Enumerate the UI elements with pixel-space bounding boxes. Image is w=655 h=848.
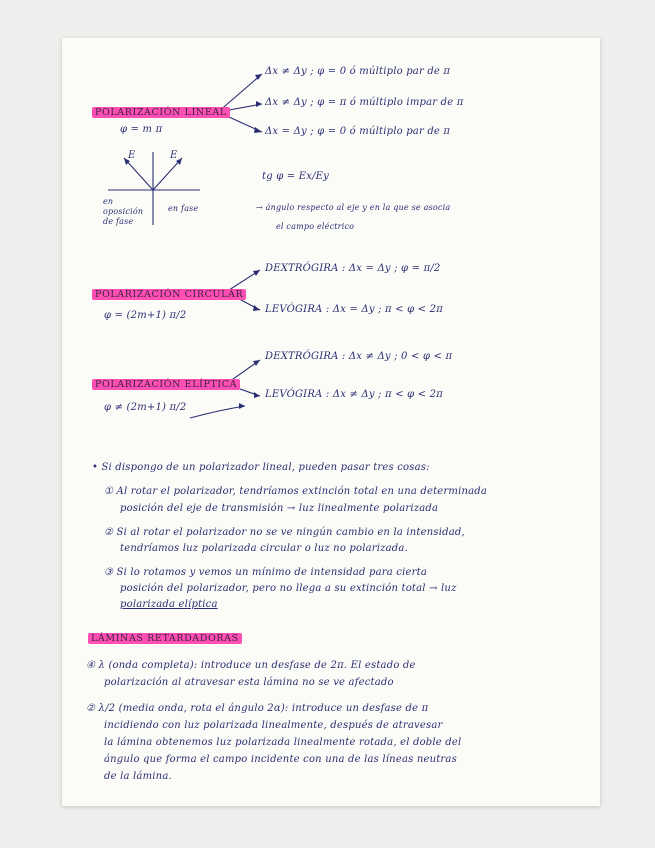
polarizer-intro: • Si dispongo de un polarizador lineal, pueden pasar tres cosas: (92, 462, 430, 473)
case-1-line-2: posición del eje de transmisión → luz linealmente polarizada (120, 503, 439, 514)
lineal-heading: POLARIZACIÓN LINEAL (92, 107, 230, 118)
lineal-phase: φ = m π (120, 124, 163, 135)
lamina-2-line-3: la lámina obtenemos luz polarizada linealmente rotada, el doble del (104, 737, 462, 748)
eliptica-heading: POLARIZACIÓN ELÍPTICA (92, 379, 240, 390)
lineal-case-2: Δx ≠ Δy ; φ = π ó múltiplo impar de π (265, 97, 464, 108)
lamina-1-line-1: ④ λ (onda completa): introduce un desfase de 2π. El estado de (86, 660, 416, 671)
vector-e-left (124, 158, 153, 190)
lamina-1-line-2: polarización al atravesar esta lámina no se ve afectado (104, 677, 394, 688)
circular-levo: LEVÓGIRA : Δx = Δy ; π < φ < 2π (265, 304, 443, 315)
wavy-arrow (190, 406, 245, 418)
case-3-line-1: ③ Si lo rotamos y vemos un mínimo de intensidad para cierta (104, 567, 427, 578)
label-in-phase: en fase (168, 204, 199, 213)
tan-formula: tg φ = Ex/Ey (262, 171, 329, 182)
case-1-line-1: ① Al rotar el polarizador, tendríamos extinción total en una determinada (104, 486, 488, 497)
vector-e-right (153, 158, 182, 190)
e-vector-label: E (128, 150, 136, 161)
circular-heading: POLARIZACIÓN CIRCULAR (92, 289, 246, 300)
case-2-line-2: tendríamos luz polarizada circular o luz no polarizada. (120, 543, 408, 554)
angle-note-2: el campo eléctrico (276, 222, 355, 231)
case-3-line-3: polarizada elíptica (120, 599, 218, 610)
lamina-2-line-4: ángulo que forma el campo incidente con una de las líneas neutras (104, 754, 457, 765)
eliptica-phase: φ ≠ (2m+1) π/2 (104, 402, 187, 413)
case-3-line-2: posición del polarizador, pero no llega a su extinción total → luz (120, 583, 457, 594)
eliptica-dextro: DEXTRÓGIRA : Δx ≠ Δy ; 0 < φ < π (265, 351, 453, 362)
circular-dextro: DEXTRÓGIRA : Δx = Δy ; φ = π/2 (265, 263, 441, 274)
lamina-2-line-5: de la lámina. (104, 771, 172, 782)
circular-phase: φ = (2m+1) π/2 (104, 310, 187, 321)
lamina-2-line-1: ② λ/2 (media onda, rota el ángulo 2α): introduce un desfase de π (86, 703, 429, 714)
lamina-2-line-2: incidiendo con luz polarizada linealmente, después de atravesar (104, 720, 443, 731)
laminas-heading: LÁMINAS RETARDADORAS (88, 633, 242, 644)
angle-note-1: → ángulo respecto al eje y en la que se asocia (256, 203, 451, 212)
case-2-line-1: ② Si al rotar el polarizador no se ve ningún cambio en la intensidad, (104, 527, 465, 538)
label-opposition: en oposición de fase (103, 197, 144, 226)
eliptica-levo: LEVÓGIRA : Δx ≠ Δy ; π < φ < 2π (265, 389, 443, 400)
lineal-case-1: Δx ≠ Δy ; φ = 0 ó múltiplo par de π (265, 66, 451, 77)
e-vector-label: E (170, 150, 178, 161)
lineal-case-3: Δx = Δy ; φ = 0 ó múltiplo par de π (265, 126, 451, 137)
